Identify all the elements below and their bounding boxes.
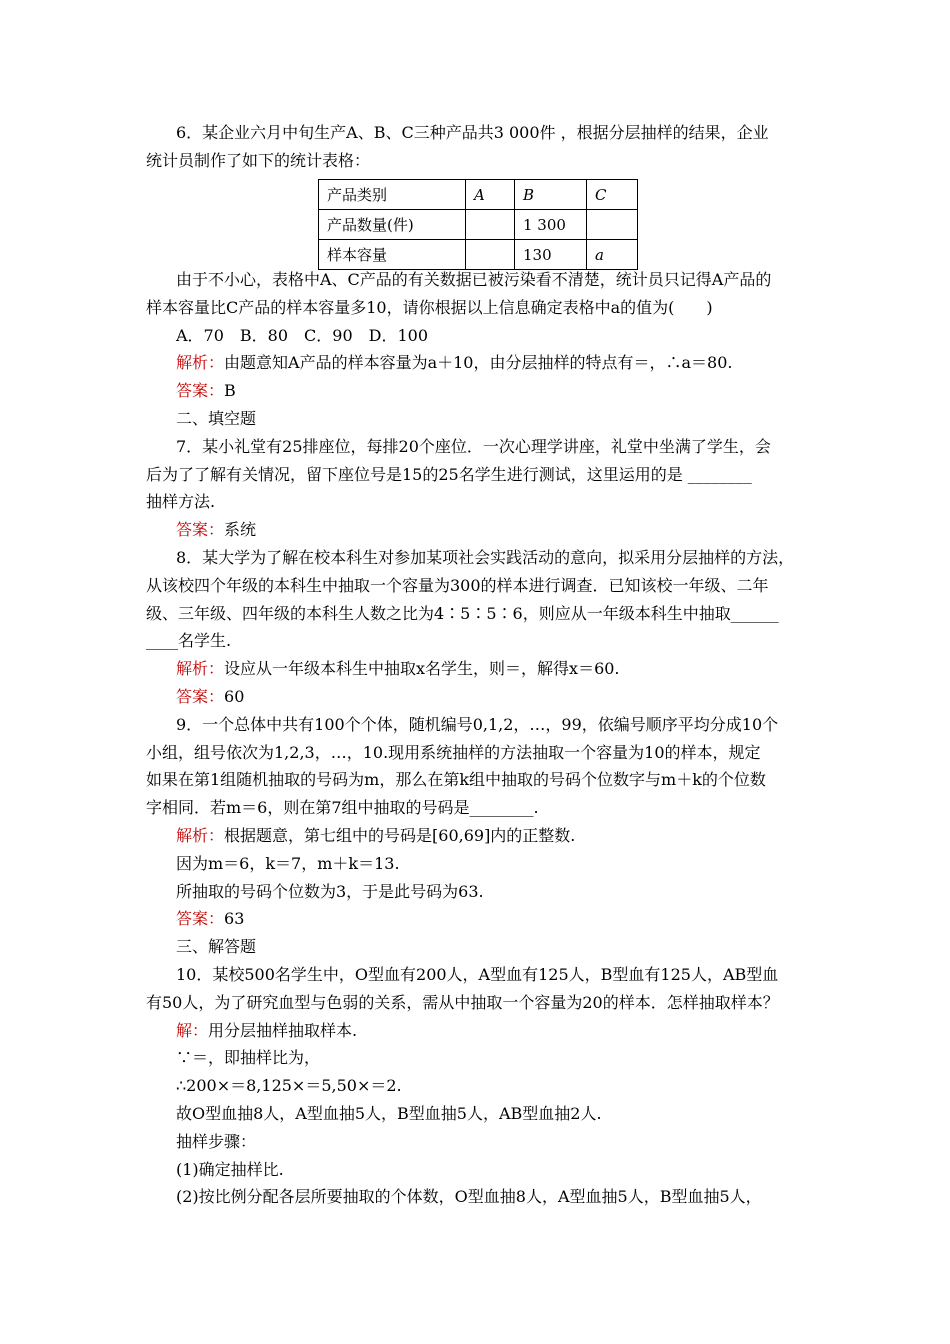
q7-line2: 后为了了解有关情况，留下座位号是15的25名学生进行测试，这里运用的是 ________ (146, 465, 752, 484)
answer-label: 答案： (176, 909, 225, 928)
table-cell: 产品类别 (319, 180, 466, 210)
q10-step-line: (2)按比例分配各层所要抽取的个体数，O型血抽8人，A型血抽5人，B型血抽5人， (176, 1187, 762, 1206)
q8-line2: 从该校四个年级的本科生中抽取一个容量为300的样本进行调查．已知该校一年级、二年 (146, 576, 769, 595)
q10-line2: 有50人，为了研究血型与色弱的关系，需从中抽取一个容量为20的样本．怎样抽取样本？ (146, 993, 779, 1012)
q10-step-line: 抽样步骤： (176, 1132, 257, 1151)
table-cell: B (515, 180, 587, 210)
q9-line1: 9．一个总体中共有100个个体，随机编号0,1,2，…，99，依编号顺序平均分成10个 (176, 715, 779, 734)
solution-label: 解： (176, 1021, 209, 1040)
q6-line2: 统计员制作了如下的统计表格： (146, 151, 371, 170)
analysis-label: 解析： (176, 353, 225, 372)
q6-line3: 由于不小心，表格中A、C产品的有关数据已被污染看不清楚，统计员只记得A产品的 (176, 270, 772, 289)
q7-line3: 抽样方法. (146, 492, 216, 511)
solution-text: 用分层抽样抽取样本. (208, 1021, 358, 1040)
q9-analysis-2: 因为m＝6，k＝7，m＋k＝13. (176, 854, 400, 873)
analysis-text: 根据题意，第七组中的号码是[60,69]内的正整数. (224, 826, 576, 845)
table-cell (466, 240, 515, 270)
answer-label: 答案： (176, 520, 225, 539)
answer-label: 答案： (176, 687, 225, 706)
q10-line1: 10．某校500名学生中，O型血有200人，A型血有125人，B型血有125人，AB型血 (176, 965, 779, 984)
analysis-text: 由题意知A产品的样本容量为a＋10，由分层抽样的特点有＝，∴a＝80. (224, 353, 733, 372)
table-cell: 样本容量 (319, 240, 466, 270)
q6-answer (176, 381, 236, 401)
q6-options: A．70 B．80 C．90 D．100 (176, 326, 429, 345)
q9-line4: 字相同．若m＝6，则在第7组中抽取的号码是________. (146, 798, 539, 817)
q9-line3: 如果在第1组随机抽取的号码为m，那么在第k组中抽取的号码个位数字与m＋k的个位数 (146, 770, 766, 789)
q8-line4: ____名学生. (146, 631, 232, 650)
q9-analysis-3: 所抽取的号码个位数为3，于是此号码为63. (176, 882, 484, 901)
table-cell: a (587, 240, 638, 270)
table-cell: C (587, 180, 638, 210)
answer-text: 系统 (224, 520, 257, 539)
table-cell: A (466, 180, 515, 210)
section-heading: 三、解答题 (176, 937, 257, 956)
q7-answer (176, 520, 256, 540)
table-cell: 1 300 (515, 210, 587, 240)
q9-answer (176, 909, 244, 929)
q10-step-line: (1)确定抽样比. (176, 1160, 284, 1179)
q8-analysis (176, 659, 620, 679)
q6-analysis (176, 353, 732, 373)
q10-step-line: ∴200×＝8,125×＝5,50×＝2. (176, 1076, 402, 1095)
q6-line4: 样本容量比C产品的样本容量多10，请你根据以上信息确定表格中a的值为( ) (146, 298, 713, 317)
answer-text: 60 (224, 687, 245, 706)
answer-text: B (224, 381, 236, 400)
analysis-label: 解析： (176, 826, 225, 845)
table-cell (587, 210, 638, 240)
table-cell: 产品数量(件) (319, 210, 466, 240)
analysis-label: 解析： (176, 659, 225, 678)
table-row (319, 210, 638, 240)
q8-line1: 8．某大学为了解在校本科生对参加某项社会实践活动的意向，拟采用分层抽样的方法， (176, 548, 795, 567)
analysis-text: 设应从一年级本科生中抽取x名学生，则＝，解得x＝60. (224, 659, 620, 678)
answer-text: 63 (224, 909, 245, 928)
answer-label: 答案： (176, 381, 225, 400)
section-heading: 二、填空题 (176, 409, 257, 428)
q10-step-line: ∵＝，即抽样比为， (176, 1048, 321, 1067)
q9-analysis (176, 826, 575, 846)
stats-table (318, 179, 638, 270)
table-row (319, 180, 638, 210)
q10-step-line: 故O型血抽8人，A型血抽5人，B型血抽5人，AB型血抽2人. (176, 1104, 602, 1123)
table-cell: 130 (515, 240, 587, 270)
q7-line1: 7．某小礼堂有25排座位，每排20个座位．一次心理学讲座，礼堂中坐满了学生，会 (176, 437, 771, 456)
q6-line1: 6．某企业六月中旬生产A、B、C三种产品共3 000件 ，根据分层抽样的结果，企业 (176, 123, 769, 142)
q10-solution (176, 1021, 357, 1041)
table-cell (466, 210, 515, 240)
q8-line3: 级、三年级、四年级的本科生人数之比为4∶5∶5∶6，则应从一年级本科生中抽取______ (146, 604, 779, 623)
q8-answer (176, 687, 244, 707)
table-row (319, 240, 638, 270)
q9-line2: 小组，组号依次为1,2,3，…，10.现用系统抽样的方法抽取一个容量为10的样本，规定 (146, 743, 761, 762)
